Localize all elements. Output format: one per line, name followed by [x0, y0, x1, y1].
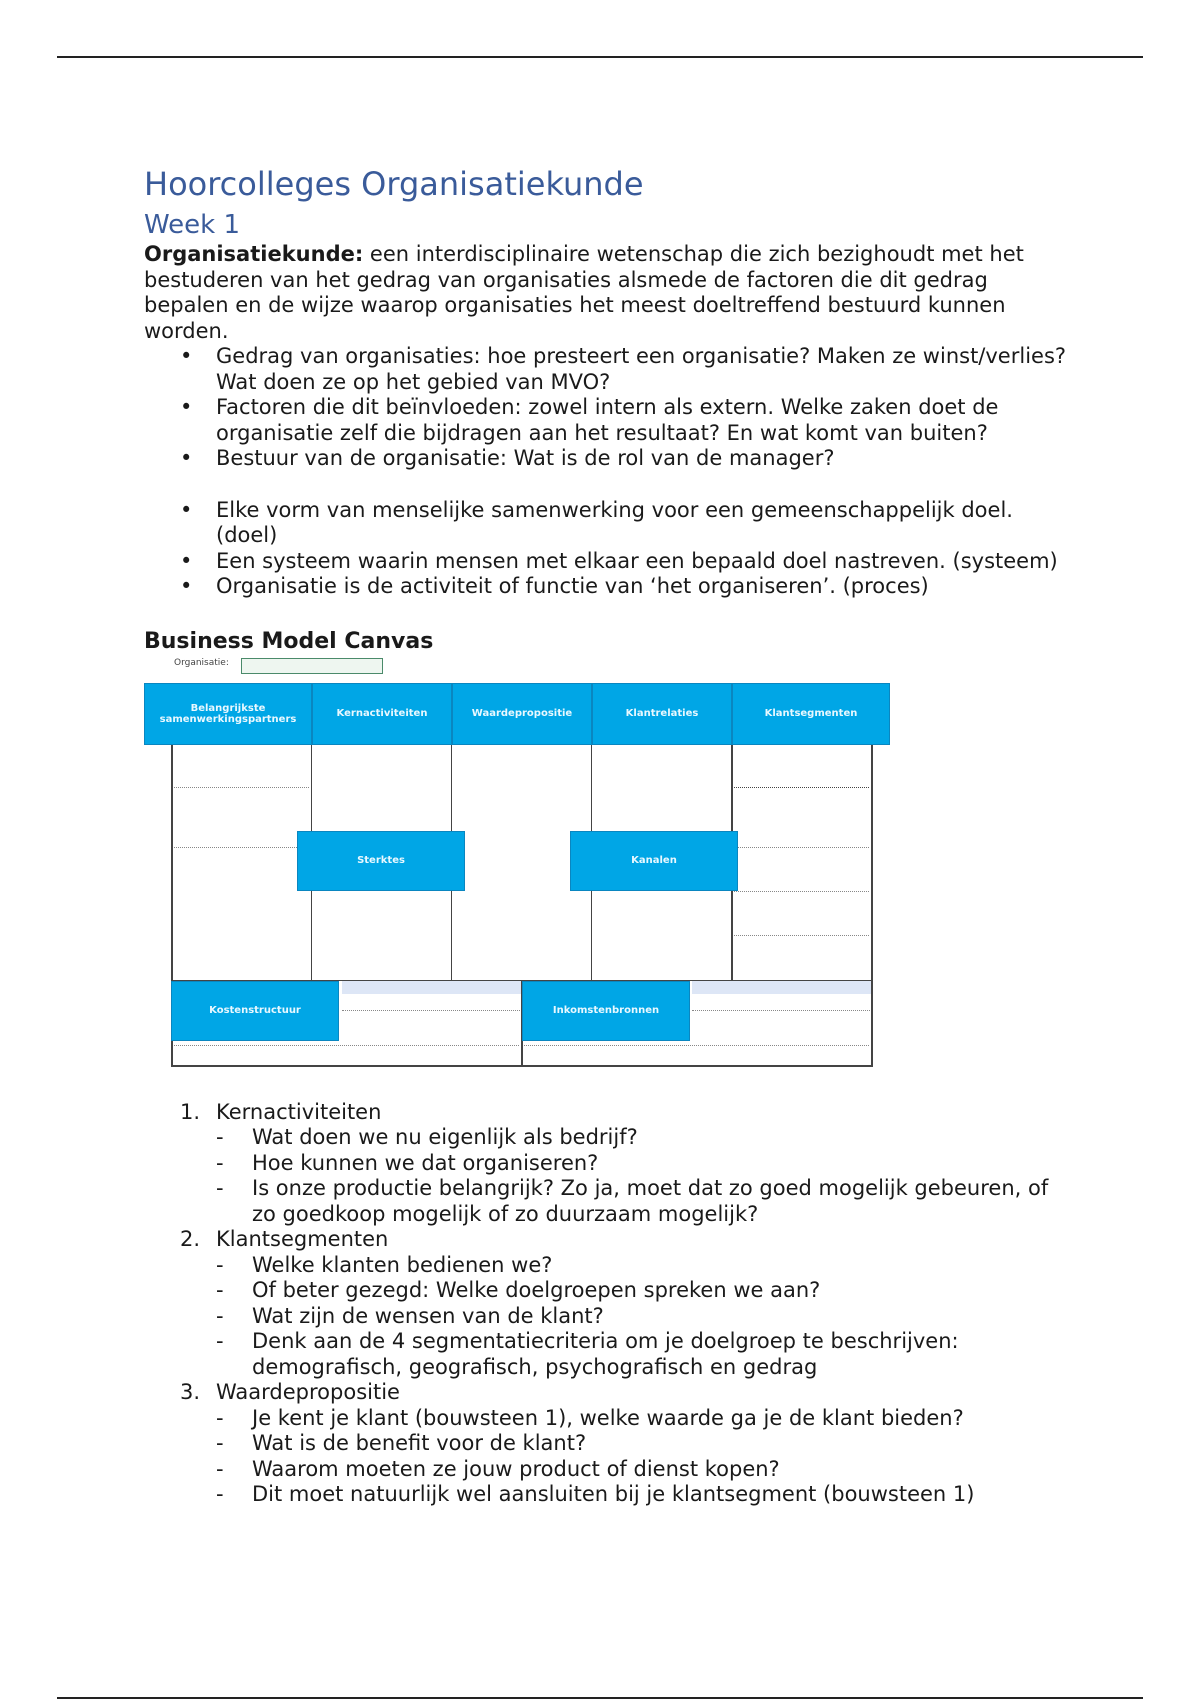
- header-rule: [57, 56, 1143, 58]
- org-label: Organisatie:: [174, 657, 229, 668]
- list-number: 2.: [180, 1227, 201, 1251]
- list-item: • Organisatie is de activiteit of functie van ‘het organiseren’. (proces): [216, 574, 1074, 600]
- bmc-header-kernactiviteiten: Kernactiviteiten: [312, 683, 452, 745]
- bmc-block-sterktes: Sterktes: [297, 831, 465, 891]
- list-item: - Of beter gezegd: Welke doelgroepen spreken we aan?: [252, 1278, 1074, 1304]
- list-item: [180, 1227, 1074, 1380]
- bmc-header-klantrelaties: Klantrelaties: [592, 683, 732, 745]
- bmc-heading: Business Model Canvas: [144, 628, 434, 654]
- list-number: 1.: [180, 1099, 201, 1124]
- list-item-title: Klantsegmenten: [216, 1227, 389, 1251]
- list-item: [180, 1380, 1074, 1508]
- bmc-header-waardepropositie: Waardepropositie: [452, 683, 592, 745]
- list-item: • Elke vorm van menselijke samenwerking voor een gemeenschappelijk doel. (doel): [216, 498, 1074, 549]
- list-item: • Factoren die dit beïnvloeden: zowel intern als extern. Welke zaken doet de organisatie zelf die bijdragen aan het resultaat? En wat komt van buiten?: [216, 395, 1074, 446]
- list-item: - Wat zijn de wensen van de klant?: [252, 1304, 1074, 1330]
- list-item: - Wat is de benefit voor de klant?: [252, 1431, 1074, 1457]
- section-heading-week-1: Week 1: [144, 210, 241, 240]
- document-body: [144, 160, 1074, 1508]
- list-item: - Welke klanten bedienen we?: [252, 1253, 1074, 1279]
- list-item: - Denk aan de 4 segmentatiecriteria om je doelgroep te beschrijven: demografisch, geografisch, psychografisch en gedrag: [252, 1329, 1074, 1380]
- list-item: • Gedrag van organisaties: hoe presteert een organisatie? Maken ze winst/verlies? Wat doen ze op het gebied van MVO?: [216, 344, 1074, 395]
- org-input-box: [241, 658, 383, 674]
- definition-paragraph: [144, 242, 1074, 344]
- bullet-list-definitions: [144, 498, 1074, 600]
- bmc-header-klantsegmenten: Klantsegmenten: [732, 683, 890, 745]
- definition-term: Organisatiekunde:: [144, 242, 364, 266]
- business-model-canvas-diagram: [144, 656, 904, 1076]
- list-item: • Bestuur van de organisatie: Wat is de rol van de manager?: [216, 446, 1074, 472]
- bmc-block-kostenstructuur: Kostenstructuur: [171, 981, 339, 1041]
- list-item-title: Waardepropositie: [216, 1380, 400, 1404]
- list-number: 3.: [180, 1380, 201, 1404]
- list-item: • Een systeem waarin mensen met elkaar een bepaald doel nastreven. (systeem): [216, 549, 1074, 575]
- footer-rule: [57, 1697, 1143, 1699]
- numbered-list-building-blocks: [144, 1100, 1074, 1508]
- list-item-title: Kernactiviteiten: [216, 1099, 382, 1124]
- list-item: - Wat doen we nu eigenlijk als bedrijf?: [252, 1125, 1074, 1151]
- list-item: - Je kent je klant (bouwsteen 1), welke waarde ga je de klant bieden?: [252, 1406, 1074, 1432]
- bullet-list-factors: [144, 344, 1074, 472]
- list-item: - Is onze productie belangrijk? Zo ja, moet dat zo goed mogelijk gebeuren, of zo goedkoop mogelijk of zo duurzaam mogelijk?: [252, 1176, 1074, 1227]
- list-item: - Hoe kunnen we dat organiseren?: [252, 1151, 1074, 1177]
- bmc-block-kanalen: Kanalen: [570, 831, 738, 891]
- list-item: [180, 1099, 1074, 1228]
- document-title: Hoorcolleges Organisatiekunde: [144, 165, 644, 203]
- bmc-header-partners: Belangrijkste samenwerkingspartners: [144, 683, 312, 745]
- bmc-block-inkomstenbronnen: Inkomstenbronnen: [522, 981, 690, 1041]
- list-item: - Waarom moeten ze jouw product of dienst kopen?: [252, 1457, 1074, 1483]
- definition-text: een interdisciplinaire wetenschap die zich bezighoudt met het bestuderen van het gedrag van organisaties alsmede de factoren die dit gedrag bepalen en de wijze waarop organisaties het meest doeltreffend bestuurd kunnen worden.: [144, 242, 1024, 343]
- list-item: - Dit moet natuurlijk wel aansluiten bij je klantsegment (bouwsteen 1): [252, 1482, 1074, 1508]
